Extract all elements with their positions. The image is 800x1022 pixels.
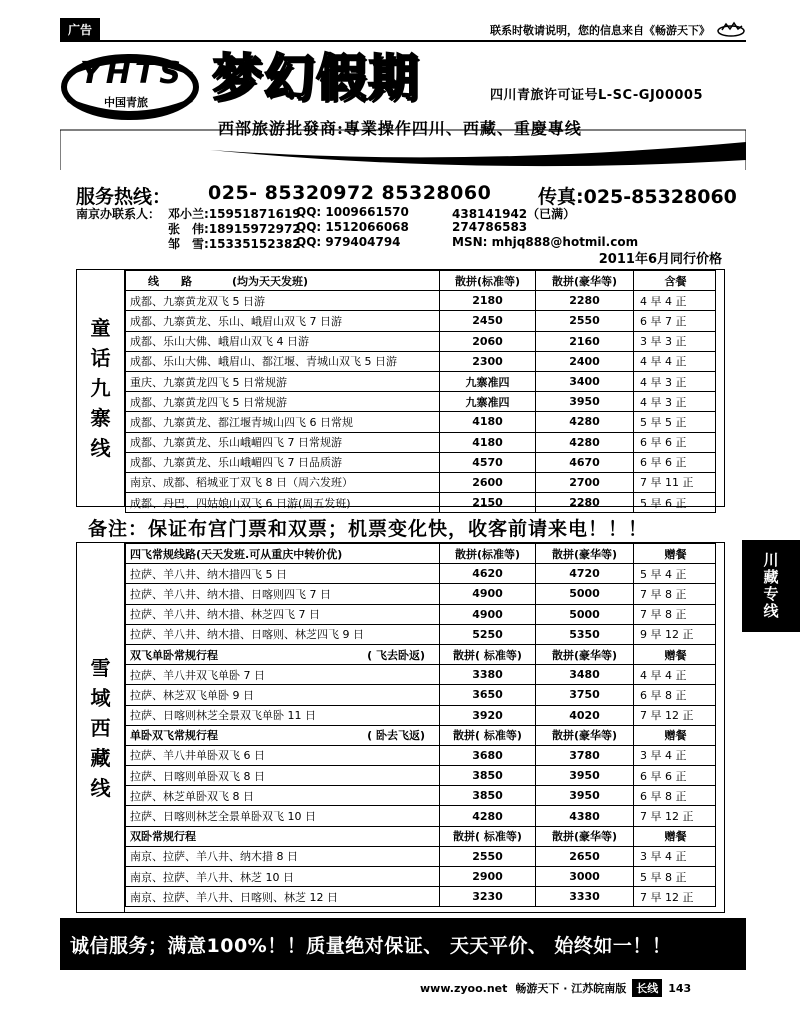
office-contact-label: 南京办联系人： [76,207,161,221]
jiuzhai-side-label: 童 话 九 寨 线 [77,270,125,506]
meals-cell: 6 早 6 正 [634,452,716,472]
meals-cell: 5 早 8 正 [634,867,716,887]
standard-price-cell: 4900 [440,604,536,624]
table-row [126,846,716,866]
route-cell: 成都、九寨黄龙、乐山峨嵋四飞 7 日品质游 [126,452,440,472]
price-date: 2011年6月同行价格 [598,252,722,267]
section-header-row [126,644,716,664]
table-row [126,624,716,644]
deluxe-price-cell: 4720 [536,564,634,584]
standard-price-cell: 3850 [440,786,536,806]
contact-qq: QQ: 979404794 [296,235,401,249]
deluxe-price-cell: 2400 [536,351,634,371]
route-cell: 南京、拉萨、羊八井、纳木措 8 日 [126,846,440,866]
route-cell: 拉萨、日喀则单卧双飞 8 日 [126,766,440,786]
meals-cell: 6 早 6 正 [634,432,716,452]
meals-header: 赠餐 [634,725,716,745]
deluxe-price-cell: 3330 [536,887,634,907]
meals-cell: 3 早 3 正 [634,331,716,351]
section-title: 双飞单卧常规行程 [130,648,218,662]
jiuzhai-table [125,270,716,513]
tibet-table [125,543,716,907]
deluxe-price-cell: 4020 [536,705,634,725]
table-row [126,604,716,624]
standard-price-cell: 3650 [440,685,536,705]
route-cell: 拉萨、羊八井、纳木措、日喀则、林芝四飞 9 日 [126,624,440,644]
meals-cell: 7 早 8 正 [634,604,716,624]
deluxe-price-cell: 2280 [536,493,634,513]
deluxe-price-cell: 4380 [536,806,634,826]
meals-cell: 4 早 3 正 [634,392,716,412]
standard-price-cell: 2060 [440,331,536,351]
route-cell: 拉萨、林芝双飞单卧 9 日 [126,685,440,705]
table-row [126,291,716,311]
meals-cell: 7 早 12 正 [634,806,716,826]
standard-price-cell: 4620 [440,564,536,584]
table-row [126,685,716,705]
table-row [126,745,716,765]
deluxe-price-header: 散拼(豪华等) [536,271,634,291]
route-cell: 拉萨、日喀则林芝全景双飞单卧 11 日 [126,705,440,725]
route-cell: 成都、九寨黄龙、都江堰青城山四飞 6 日常规 [126,412,440,432]
route-cell: 成都、九寨黄龙双飞 5 日游 [126,291,440,311]
deluxe-price-cell: 2550 [536,311,634,331]
route-cell: 成都、乐山大佛、峨眉山双飞 4 日游 [126,331,440,351]
meals-cell: 7 早 12 正 [634,705,716,725]
tibet-price-table [76,542,725,913]
remark-text: 备注：保证布宫门票和双票；机票变化快，收客前请来电！！！ [88,518,649,540]
table-row [126,806,716,826]
magazine-emblem-icon [716,20,746,38]
deluxe-price-cell: 3400 [536,371,634,391]
meals-cell: 9 早 12 正 [634,624,716,644]
license-number: 四川青旅许可证号L-SC-GJ00005 [490,88,704,103]
contact-qq: QQ: 1512066068 [296,220,409,234]
deluxe-price-cell: 2700 [536,472,634,492]
route-cell: 成都、丹巴、四姑娘山双飞 6 日游(周五发班) [126,493,440,513]
table-row [126,867,716,887]
table-row [126,392,716,412]
route-cell: 成都、九寨黄龙四飞 5 日常规游 [126,392,440,412]
section-title: 四飞常规线路(天天发班.可从重庆中转价优) [130,547,343,561]
deluxe-price-header: 散拼(豪华等) [536,544,634,564]
table-row [126,371,716,391]
tagline: 西部旅游批發商:專業操作四川、西藏、重慶專线 [218,119,582,138]
table-row [126,412,716,432]
standard-price-cell: 2900 [440,867,536,887]
route-cell: 拉萨、羊八井双飞单卧 7 日 [126,665,440,685]
table-row [126,705,716,725]
standard-price-cell: 3380 [440,665,536,685]
meals-cell: 5 早 6 正 [634,493,716,513]
page-number: 143 [668,981,692,995]
standard-price-cell: 4570 [440,452,536,472]
standard-price-cell: 2550 [440,846,536,866]
meals-cell: 3 早 4 正 [634,745,716,765]
deluxe-price-cell: 3950 [536,786,634,806]
hotline-number: 025- 85320972 85328060 [208,182,492,204]
route-cell: 南京、成都、稻城亚丁双飞 8 日（周六发班） [126,472,440,492]
section-title: 双卧常规行程 [130,830,196,844]
deluxe-price-cell: 5000 [536,584,634,604]
table-row [126,452,716,472]
standard-price-cell: 2450 [440,311,536,331]
section-header-row [126,826,716,846]
route-cell: 拉萨、日喀则林芝全景单卧双飞 10 日 [126,806,440,826]
section-header-row [126,544,716,564]
meals-cell: 7 早 12 正 [634,887,716,907]
section-header-row [126,725,716,745]
contact-person: 张 伟:18915972972 [168,222,301,236]
table-row [126,432,716,452]
meals-cell: 5 早 5 正 [634,412,716,432]
deluxe-price-cell: 4670 [536,452,634,472]
deluxe-price-header: 散拼(豪华等) [536,826,634,846]
deluxe-price-cell: 4280 [536,412,634,432]
deluxe-price-cell: 3950 [536,392,634,412]
deluxe-price-cell: 3750 [536,685,634,705]
footer-url[interactable]: www.zyoo.net [420,981,508,995]
page-footer [420,979,691,997]
standard-price-cell: 2150 [440,493,536,513]
standard-price-cell: 2300 [440,351,536,371]
deluxe-price-cell: 2650 [536,846,634,866]
standard-price-cell: 4180 [440,412,536,432]
deluxe-price-header: 散拼(豪华等) [536,725,634,745]
deluxe-price-cell: 2280 [536,291,634,311]
hotline-label: 服务热线： [76,186,172,208]
meals-cell: 7 早 11 正 [634,472,716,492]
standard-price-cell: 4900 [440,584,536,604]
route-cell: 拉萨、林芝单卧双飞 8 日 [126,786,440,806]
table-row [126,351,716,371]
top-notice: 联系时敬请说明，您的信息来自《畅游天下》 [490,24,710,37]
standard-price-cell: 4280 [440,806,536,826]
jiuzhai-price-table [76,269,725,510]
standard-price-cell: 3850 [440,766,536,786]
standard-price-header: 散拼( 标准等) [440,725,536,745]
meals-header: 赠餐 [634,826,716,846]
contact-extra: 438141942（已满） [452,207,576,221]
route-cell: 成都、乐山大佛、峨眉山、都江堰、青城山双飞 5 日游 [126,351,440,371]
standard-price-header: 散拼( 标准等) [440,826,536,846]
standard-price-cell: 3920 [440,705,536,725]
section-title-cell [126,644,440,664]
meals-cell: 5 早 4 正 [634,564,716,584]
standard-price-cell: 3230 [440,887,536,907]
meals-cell: 6 早 6 正 [634,766,716,786]
deluxe-price-cell: 3950 [536,766,634,786]
deluxe-price-cell: 3480 [536,665,634,685]
table-row [126,472,716,492]
contact-person: 邓小兰:15951871619 [168,207,301,221]
contact-qq: QQ: 1009661570 [296,205,409,219]
meals-header: 含餐 [634,271,716,291]
route-header [126,271,440,291]
route-cell: 拉萨、羊八井、纳木措、林芝四飞 7 日 [126,604,440,624]
route-cell: 拉萨、羊八井、纳木措四飞 5 日 [126,564,440,584]
tibet-side-label: 雪 域 西 藏 线 [77,543,125,912]
meals-cell: 4 早 3 正 [634,371,716,391]
route-header-note: (均为天天发班) [232,274,309,288]
table-row [126,887,716,907]
standard-price-cell: 3680 [440,745,536,765]
footer-section-badge: 长线 [632,979,662,997]
meals-cell: 4 早 4 正 [634,291,716,311]
table-row [126,766,716,786]
table-row [126,493,716,513]
meals-cell: 3 早 4 正 [634,846,716,866]
table-row [126,584,716,604]
deluxe-price-cell: 3780 [536,745,634,765]
bottom-banner: 诚信服务；满意100%！！质量绝对保证、 天天平价、 始终如一！！ [60,918,746,970]
standard-price-header: 散拼(标准等) [440,271,536,291]
route-cell: 成都、九寨黄龙、乐山、峨眉山双飞 7 日游 [126,311,440,331]
contact-extra: 274786583 [452,220,528,234]
route-cell: 拉萨、羊八井、纳木措、日喀则四飞 7 日 [126,584,440,604]
table-row [126,311,716,331]
meals-cell: 6 早 7 正 [634,311,716,331]
standard-price-cell: 2600 [440,472,536,492]
logo-caption: 中国青旅 [104,96,148,109]
route-cell: 南京、拉萨、羊八井、日喀则、林芝 12 日 [126,887,440,907]
route-cell: 重庆、九寨黄龙四飞 5 日常规游 [126,371,440,391]
route-cell: 拉萨、羊八井单卧双飞 6 日 [126,745,440,765]
route-cell: 南京、拉萨、羊八井、林芝 10 日 [126,867,440,887]
route-cell: 成都、九寨黄龙、乐山峨嵋四飞 7 日常规游 [126,432,440,452]
standard-price-header: 散拼(标准等) [440,544,536,564]
standard-price-cell: 九寨准四 [440,392,536,412]
meals-cell: 6 早 8 正 [634,685,716,705]
deluxe-price-header: 散拼(豪华等) [536,644,634,664]
meals-cell: 4 早 4 正 [634,665,716,685]
section-side-tab: 川藏专线 [742,540,800,632]
standard-price-cell: 2180 [440,291,536,311]
meals-header: 赠餐 [634,644,716,664]
standard-price-cell: 九寨准四 [440,371,536,391]
contact-msn: MSN: mhjq888@hotmil.com [452,235,639,249]
table-header-row [126,271,716,291]
meals-header: 赠餐 [634,544,716,564]
table-row [126,331,716,351]
section-note: ( 飞去卧返) [367,648,425,662]
section-title: 单卧双飞常规行程 [130,729,218,743]
footer-magazine: 畅游天下 · 江苏皖南版 [515,982,627,995]
table-row [126,786,716,806]
brand-title: 梦幻假期 [212,49,420,107]
meals-cell: 4 早 4 正 [634,351,716,371]
table-row [126,665,716,685]
route-header-label: 线 路 [148,274,192,288]
meals-cell: 6 早 8 正 [634,786,716,806]
deluxe-price-cell: 5350 [536,624,634,644]
section-title-cell [126,826,440,846]
standard-price-header: 散拼( 标准等) [440,644,536,664]
deluxe-price-cell: 5000 [536,604,634,624]
standard-price-cell: 5250 [440,624,536,644]
section-note: ( 卧去飞返) [367,729,425,743]
deluxe-price-cell: 3000 [536,867,634,887]
contact-person: 邹 雪:15335152382 [168,237,301,251]
section-title-cell [126,725,440,745]
table-row [126,564,716,584]
standard-price-cell: 4180 [440,432,536,452]
section-title-cell [126,544,440,564]
logo-letters: YHTS [80,56,185,91]
deluxe-price-cell: 4280 [536,432,634,452]
deluxe-price-cell: 2160 [536,331,634,351]
ad-tag: 广告 [60,18,100,42]
meals-cell: 7 早 8 正 [634,584,716,604]
fax-number: 传真:025-85328060 [538,186,737,208]
